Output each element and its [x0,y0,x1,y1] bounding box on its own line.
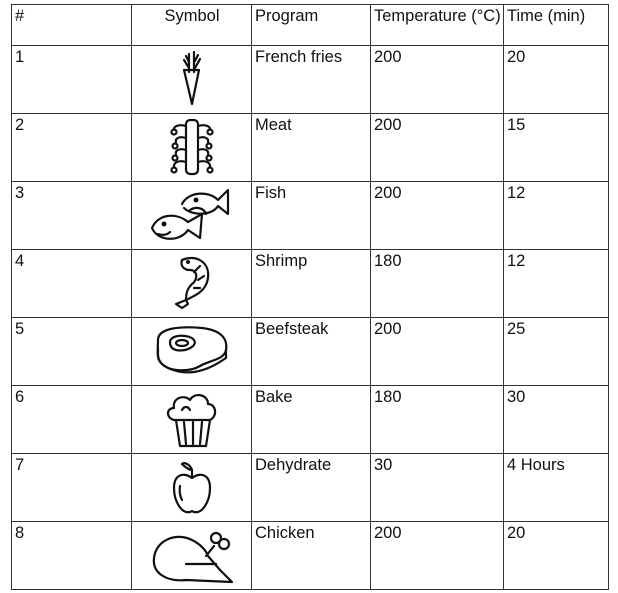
row-number: 4 [12,250,132,318]
row-number: 7 [12,454,132,522]
fish-icon [146,184,238,248]
table-row [12,46,609,114]
row-temperature: 200 [371,46,504,114]
row-temperature: 180 [371,386,504,454]
row-number: 5 [12,318,132,386]
row-number: 1 [12,46,132,114]
row-time: 15 [504,114,609,182]
row-time: 20 [504,522,609,590]
header-temperature: Temperature (°C) [371,5,504,46]
meat-icon [162,116,222,178]
row-program: Shrimp [252,250,371,318]
table-row [12,182,609,250]
beefsteak-icon [150,320,234,378]
symbol-cell [132,46,252,114]
row-number: 6 [12,386,132,454]
table-row [12,386,609,454]
header-time: Time (min) [504,5,609,46]
table-row [12,454,609,522]
row-temperature: 200 [371,114,504,182]
symbol-cell [132,386,252,454]
row-time: 12 [504,250,609,318]
row-temperature: 30 [371,454,504,522]
table-header-row [12,5,609,46]
bake-icon [160,388,224,450]
table-row [12,250,609,318]
table-row [12,318,609,386]
symbol-cell [132,318,252,386]
row-temperature: 200 [371,318,504,386]
symbol-cell [132,182,252,250]
row-program: Fish [252,182,371,250]
row-program: French fries [252,46,371,114]
row-temperature: 200 [371,182,504,250]
header-symbol: Symbol [132,5,252,46]
row-program: Beefsteak [252,318,371,386]
dehydrate-icon [164,456,220,520]
header-program: Program [252,5,371,46]
shrimp-icon [162,252,222,314]
chicken-icon [146,524,238,586]
french-fries-icon [162,48,222,108]
row-program: Chicken [252,522,371,590]
row-time: 20 [504,46,609,114]
programs-table [11,4,609,590]
row-number: 2 [12,114,132,182]
row-time: 12 [504,182,609,250]
row-temperature: 180 [371,250,504,318]
table-row [12,114,609,182]
row-program: Meat [252,114,371,182]
table-row [12,522,609,590]
row-number: 3 [12,182,132,250]
row-time: 4 Hours [504,454,609,522]
symbol-cell [132,454,252,522]
header-number: # [12,5,132,46]
symbol-cell [132,522,252,590]
row-time: 25 [504,318,609,386]
row-program: Dehydrate [252,454,371,522]
row-program: Bake [252,386,371,454]
symbol-cell [132,114,252,182]
row-temperature: 200 [371,522,504,590]
row-time: 30 [504,386,609,454]
symbol-cell [132,250,252,318]
row-number: 8 [12,522,132,590]
